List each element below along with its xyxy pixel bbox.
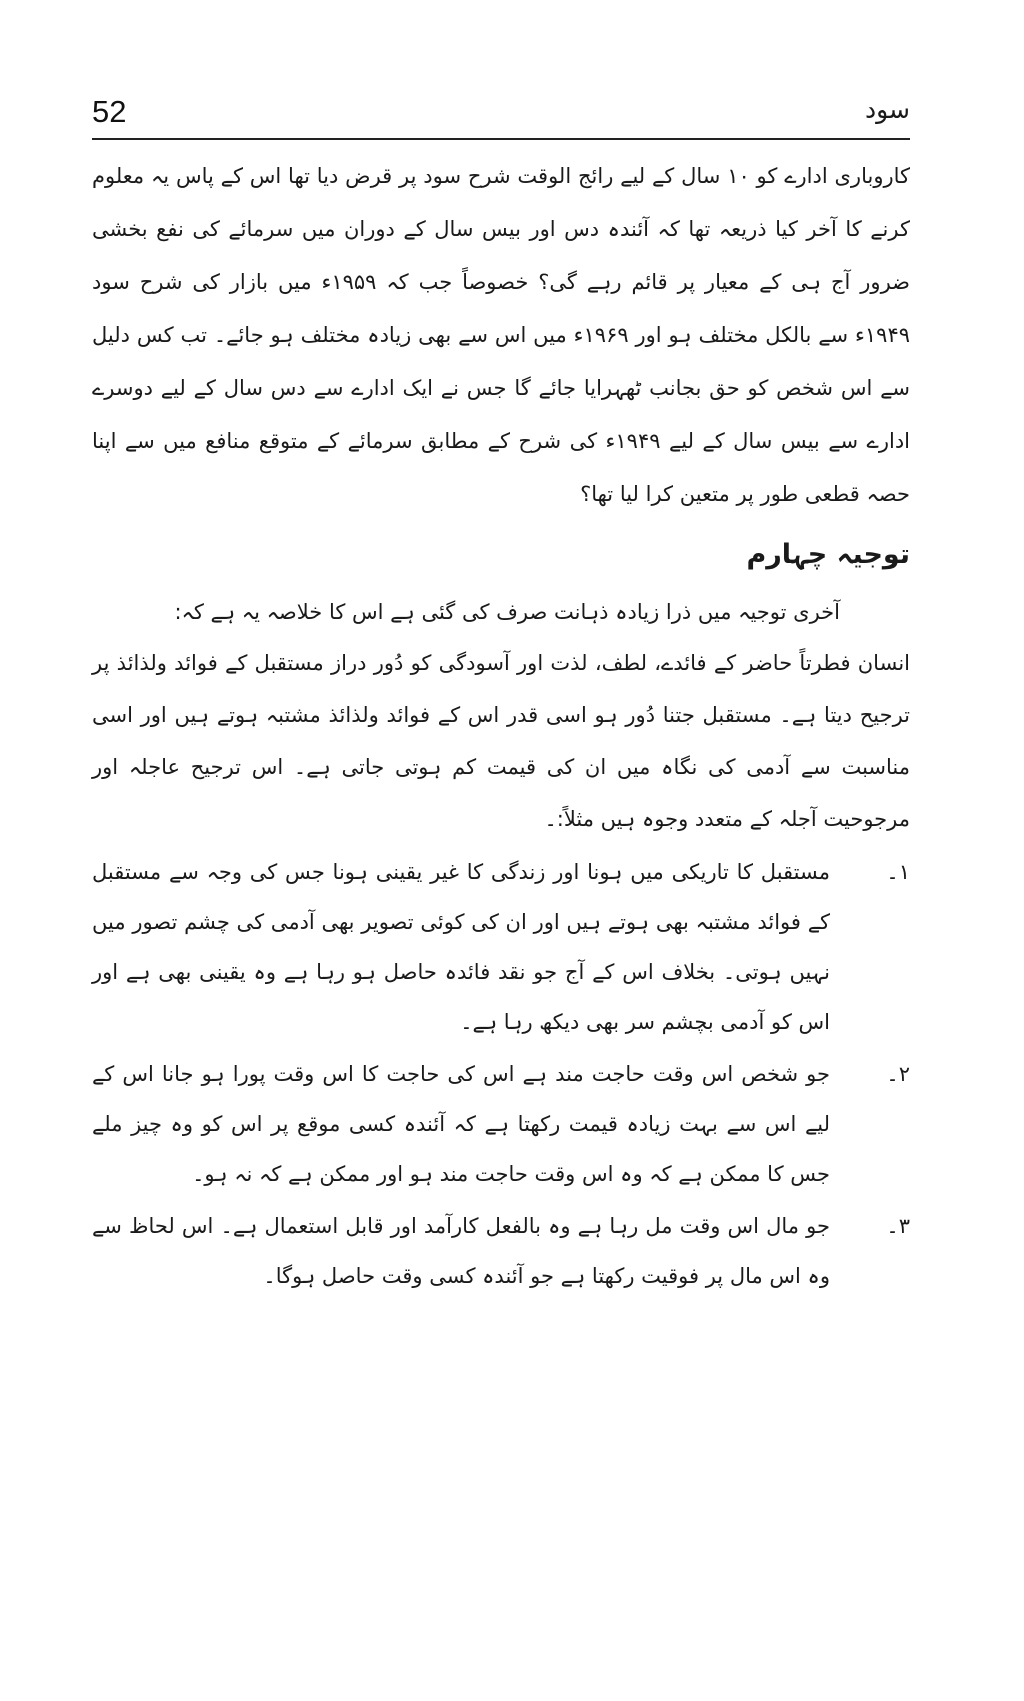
- intro-line: آخری توجیہ میں ذرا زیادہ ذہانت صرف کی گئی ہے اس کا خلاصہ یہ ہے کہ:: [174, 600, 840, 624]
- paragraph-1: کاروباری ادارے کو ۱۰ سال کے لیے رائج الوقت شرح سود پر قرض دیا تھا اس کے پاس یہ معلوم کرنے کا آخر کیا ذریعہ تھا کہ آئندہ دس اور بیس سال کے دوران میں سرمائے کی نفع بخشی ضرور آج ہی کے معیار پر قائم رہے گی؟ خصوصاً جب کہ ۱۹۵۹ء میں بازار کی شرح سود ۱۹۴۹ء سے بالکل مختلف ہو اور ۱۹۶۹ء میں اس سے بھی زیادہ مختلف ہو جائے۔ تب کس دلیل سے اس شخص کو حق بجانب ٹھہرایا جائے گا جس نے ایک ادارے سے دس سال کے لیے دوسرے ادارے سے بیس سال کے لیے ۱۹۴۹ء کی شرح کے مطابق سرمائے کے متوقع منافع میں سے اپنا حصہ قطعی طور پر متعین کرا لیا تھا؟: [92, 164, 911, 506]
- page-number: 52: [92, 94, 127, 129]
- header-rule: [92, 138, 910, 140]
- list-item-text: جو مال اس وقت مل رہا ہے وہ بالفعل کارآمد اور قابل استعمال ہے۔ اس لحاظ سے وہ اس مال پر فوقیت رکھتا ہے جو آئندہ کسی وقت حاصل ہوگا۔: [92, 1214, 830, 1288]
- list-item-number: ۲۔: [886, 1062, 910, 1086]
- list-item-text: مستقبل کا تاریکی میں ہونا اور زندگی کا غیر یقینی ہونا جس کی وجہ سے مستقبل کے فوائد مشتبہ بھی ہوتے ہیں اور ان کی کوئی تصویر بھی آدمی کی چشم تصور میں نہیں ہوتی۔ بخلاف اس کے آج جو نقد فائدہ حاصل ہو رہا ہے وہ یقینی بھی ہے اور اس کو آدمی بچشم سر بھی دیکھ رہا ہے۔: [92, 860, 830, 1034]
- paragraph-2: انسان فطرتاً حاضر کے فائدے، لطف، لذت اور آسودگی کو دُور دراز مستقبل کے فوائد ولذائذ پر ترجیح دیتا ہے۔ مستقبل جتنا دُور ہو اسی قدر اس کے فوائد ولذائذ مشتبہ ہوتے ہیں اور اسی مناسبت سے آدمی کی نگاہ میں ان کی قیمت کم ہوتی جاتی ہے۔ اس ترجیح عاجلہ اور مرجوحیت آجلہ کے متعدد وجوہ ہیں مثلاً:۔: [92, 651, 910, 831]
- list-item-number: ۱۔: [886, 860, 910, 884]
- page-header: [92, 92, 910, 138]
- list-item-text: جو شخص اس وقت حاجت مند ہے اس کی حاجت کا اس وقت پورا ہو جانا اس کے لیے اس سے بہت زیادہ قیمت رکھتا ہے کہ آئندہ کسی موقع پر اس کو وہ چیز ملے جس کا ممکن ہے کہ وہ اس وقت حاجت مند ہو اور ممکن ہے کہ نہ ہو۔: [92, 1062, 830, 1186]
- list-item: [92, 1201, 910, 1301]
- running-title: سود: [865, 95, 910, 124]
- list-item: [92, 847, 910, 1047]
- numbered-list: [92, 847, 910, 1301]
- list-item-number: ۳۔: [886, 1214, 910, 1238]
- list-item: [92, 1049, 910, 1199]
- section-heading: توجیہ چہارم: [746, 539, 910, 570]
- page-body: [92, 150, 910, 1303]
